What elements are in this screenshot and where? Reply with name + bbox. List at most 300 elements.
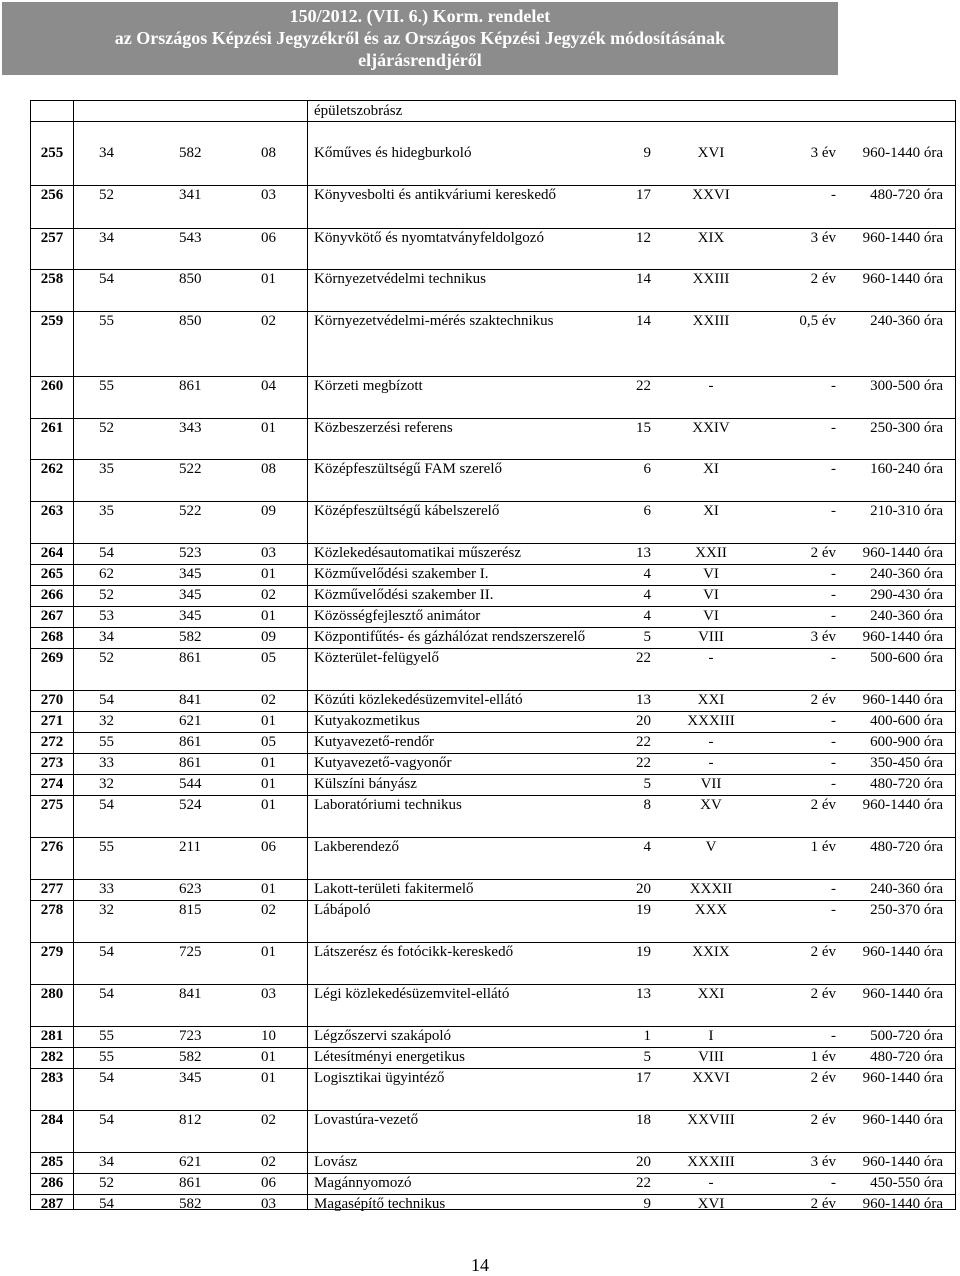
cell-c: 08 [261, 145, 276, 161]
cell-num: 268 [40, 629, 64, 645]
cell-hours: 960-1440 óra [862, 1112, 943, 1128]
cell-c: 01 [261, 271, 276, 287]
cell-hours: 160-240 óra [870, 461, 943, 477]
cell-name: Közlekedésautomatikai műszerész [314, 545, 521, 561]
header-line-3: eljárásrendjéről [358, 50, 482, 70]
cell-num: 287 [40, 1196, 64, 1212]
cell-duration: - [831, 461, 836, 477]
cell-b: 522 [179, 503, 202, 519]
cell-roman: XXII [695, 545, 727, 561]
cell-b: 543 [179, 230, 202, 246]
cell-c: 05 [261, 650, 276, 666]
cell-c: 01 [261, 944, 276, 960]
cell-a: 54 [99, 944, 114, 960]
cell-roman: XXX [694, 902, 728, 918]
cell-roman: - [708, 755, 714, 771]
cell-num: 281 [40, 1028, 64, 1044]
cell-num: 266 [40, 587, 64, 603]
table-row [31, 585, 955, 607]
cell-roman: XXI [697, 692, 725, 708]
cell-name: Közterület-felügyelő [314, 650, 439, 666]
cell-b: 621 [179, 713, 202, 729]
cell-a: 52 [99, 650, 114, 666]
cell-duration: 1 év [810, 839, 836, 855]
cell-name: Könyvesbolti és antikváriumi kereskedő [314, 187, 557, 203]
cell-name: Lakberendező [314, 839, 399, 855]
cell-level: 9 [643, 1196, 651, 1212]
cell-roman: XXIX [692, 944, 730, 960]
cell-a: 54 [99, 1070, 114, 1086]
cell-roman: XXI [697, 986, 725, 1002]
cell-level: 6 [643, 461, 651, 477]
cell-roman: XV [700, 797, 722, 813]
cell-b: 841 [179, 986, 202, 1002]
table-row [31, 648, 955, 691]
cell-num: 272 [40, 734, 64, 750]
cell-a: 55 [99, 1049, 114, 1065]
cell-name: Közbeszerzési referens [314, 420, 453, 436]
table-row [31, 606, 955, 628]
cell-level: 19 [636, 944, 651, 960]
cell-name: Középfeszültségű FAM szerelő [314, 461, 502, 477]
cell-c: 01 [261, 797, 276, 813]
cell-b: 345 [179, 566, 202, 582]
table-row [31, 1047, 955, 1069]
table-row [31, 228, 955, 270]
cell-level: 20 [636, 1154, 651, 1170]
cell-b: 861 [179, 734, 202, 750]
cell-hours: 240-360 óra [870, 313, 943, 329]
cell-b: 850 [179, 313, 202, 329]
cell-num: 257 [40, 230, 64, 246]
cell-duration: - [831, 713, 836, 729]
cell-b: 582 [179, 1196, 202, 1212]
table-row [31, 732, 955, 754]
table-row [31, 942, 955, 985]
cell-c: 03 [261, 187, 276, 203]
table-row [31, 837, 955, 880]
cell-a: 34 [99, 145, 114, 161]
cell-duration: - [831, 587, 836, 603]
cell-name: Kutyavezető-vagyonőr [314, 755, 452, 771]
table-row [31, 879, 955, 901]
cell-c: 02 [261, 1112, 276, 1128]
cell-hours: 480-720 óra [870, 776, 943, 792]
cell-roman: XVI [697, 1196, 725, 1212]
cell-a: 54 [99, 1196, 114, 1212]
cell-duration: 3 év [810, 629, 836, 645]
cell-c: 05 [261, 734, 276, 750]
cell-c: 03 [261, 1196, 276, 1212]
cell-c: 06 [261, 230, 276, 246]
table-row [31, 311, 955, 377]
cell-num: 280 [40, 986, 64, 1002]
cell-roman: V [705, 839, 717, 855]
cell-hours: 960-1440 óra [862, 944, 943, 960]
cell-duration: 3 év [810, 145, 836, 161]
cell-name: Közösségfejlesztő animátor [314, 608, 481, 624]
cell-level: 4 [643, 608, 651, 624]
table-row [31, 269, 955, 312]
table-row [31, 1068, 955, 1111]
cell-b: 341 [179, 187, 202, 203]
cell-level: 14 [636, 271, 651, 287]
cell-duration: - [831, 755, 836, 771]
table-row [31, 984, 955, 1027]
cell-num: 263 [40, 503, 64, 519]
cell-num: 275 [40, 797, 64, 813]
cell-a: 52 [99, 587, 114, 603]
cell-c: 09 [261, 503, 276, 519]
cell-name: Külszíni bányász [314, 776, 417, 792]
cell-name: Logisztikai ügyintéző [314, 1070, 445, 1086]
cell-b: 861 [179, 378, 202, 394]
cell-hours: 480-720 óra [870, 1049, 943, 1065]
cell-hours: 500-600 óra [870, 650, 943, 666]
cell-num: 273 [40, 755, 64, 771]
cell-roman: VIII [698, 1049, 724, 1065]
cell-duration: - [831, 734, 836, 750]
cell-a: 35 [99, 503, 114, 519]
cell-duration: 2 év [810, 986, 836, 1002]
cell-a: 55 [99, 734, 114, 750]
header-line-2: az Országos Képzési Jegyzékről és az Országos Képzési Jegyzék módosításának [114, 28, 726, 48]
cell-name: Körzeti megbízott [314, 378, 423, 394]
cell-roman: XVI [697, 145, 725, 161]
cell-roman: VI [703, 566, 719, 582]
cell-a: 55 [99, 378, 114, 394]
cell-c: 04 [261, 378, 276, 394]
cell-duration: 2 év [810, 797, 836, 813]
cell-name: Lábápoló [314, 902, 371, 918]
cell-num: 255 [40, 145, 64, 161]
cell-hours: 960-1440 óra [862, 629, 943, 645]
cell-level: 22 [636, 755, 651, 771]
cell-hours: 450-550 óra [870, 1175, 943, 1191]
table-row [31, 711, 955, 733]
cell-hours: 350-450 óra [870, 755, 943, 771]
cell-duration: 2 év [810, 1070, 836, 1086]
cell-a: 52 [99, 420, 114, 436]
cell-level: 5 [643, 776, 651, 792]
cell-name: Központifűtés- és gázhálózat rendszerszerelő [314, 629, 586, 645]
cell-level: 18 [636, 1112, 651, 1128]
cell-level: 13 [636, 545, 651, 561]
table-row [31, 418, 955, 460]
table-row-continuation [31, 101, 955, 122]
cell-b: 623 [179, 881, 202, 897]
cell-num: 269 [40, 650, 64, 666]
cell-c: 10 [261, 1028, 276, 1044]
cell-b: 523 [179, 545, 202, 561]
cell-a: 53 [99, 608, 114, 624]
cell-duration: - [831, 650, 836, 666]
cell-name: Magánnyomozó [314, 1175, 412, 1191]
cell-b: 850 [179, 271, 202, 287]
cell-hours: 240-360 óra [870, 881, 943, 897]
cell-b: 582 [179, 145, 202, 161]
cell-name: Kutyavezető-rendőr [314, 734, 434, 750]
cell-hours: 210-310 óra [870, 503, 943, 519]
cell-roman: - [708, 1175, 714, 1191]
cell-level: 13 [636, 692, 651, 708]
cell-hours: 290-430 óra [870, 587, 943, 603]
cell-a: 54 [99, 271, 114, 287]
cell-duration: - [831, 881, 836, 897]
table-row [31, 376, 955, 419]
cell-name: Légzőszervi szakápoló [314, 1028, 452, 1044]
cell-roman: XXXII [689, 881, 733, 897]
table-row [31, 185, 955, 229]
cell-hours: 960-1440 óra [862, 230, 943, 246]
cell-roman: XXVI [692, 187, 730, 203]
cell-a: 54 [99, 1112, 114, 1128]
cell-num: 267 [40, 608, 64, 624]
cell-name: Környezetvédelmi-mérés szaktechnikus [314, 313, 554, 329]
cell-b: 861 [179, 650, 202, 666]
cell-num: 265 [40, 566, 64, 582]
cell-level: 4 [643, 566, 651, 582]
cell-name: Légi közlekedésüzemvitel-ellátó [314, 986, 510, 1002]
table-row [31, 1194, 955, 1215]
cell-roman: XXIII [692, 313, 730, 329]
table-row [31, 1110, 955, 1153]
cell-hours: 240-360 óra [870, 608, 943, 624]
cell-c: 01 [261, 713, 276, 729]
cell-duration: 2 év [810, 271, 836, 287]
cell-a: 55 [99, 839, 114, 855]
cell-level: 22 [636, 1175, 651, 1191]
cell-hours: 250-300 óra [870, 420, 943, 436]
cell-c: 08 [261, 461, 276, 477]
cell-duration: 2 év [810, 692, 836, 708]
cell-c: 06 [261, 1175, 276, 1191]
continuation-text: épületszobrász [314, 103, 403, 119]
cell-a: 54 [99, 692, 114, 708]
cell-a: 55 [99, 313, 114, 329]
cell-hours: 480-720 óra [870, 839, 943, 855]
cell-level: 8 [643, 797, 651, 813]
cell-hours: 960-1440 óra [862, 1196, 943, 1212]
cell-duration: 3 év [810, 1154, 836, 1170]
cell-duration: 3 év [810, 230, 836, 246]
cell-level: 20 [636, 881, 651, 897]
column-divider [73, 101, 74, 1209]
cell-level: 17 [636, 1070, 651, 1086]
cell-b: 861 [179, 755, 202, 771]
cell-a: 35 [99, 461, 114, 477]
cell-b: 343 [179, 420, 202, 436]
cell-num: 282 [40, 1049, 64, 1065]
cell-duration: 2 év [810, 545, 836, 561]
cell-a: 32 [99, 776, 114, 792]
cell-duration: 2 év [810, 944, 836, 960]
cell-num: 262 [40, 461, 64, 477]
cell-hours: 960-1440 óra [862, 692, 943, 708]
table-row [31, 795, 955, 838]
cell-hours: 960-1440 óra [862, 271, 943, 287]
column-divider [307, 101, 308, 1209]
cell-c: 02 [261, 692, 276, 708]
cell-num: 258 [40, 271, 64, 287]
cell-duration: 2 év [810, 1112, 836, 1128]
cell-duration: - [831, 503, 836, 519]
cell-hours: 960-1440 óra [862, 545, 943, 561]
cell-hours: 400-600 óra [870, 713, 943, 729]
cell-name: Könyvkötő és nyomtatványfeldolgozó [314, 230, 544, 246]
cell-num: 264 [40, 545, 64, 561]
cell-hours: 250-370 óra [870, 902, 943, 918]
cell-c: 01 [261, 776, 276, 792]
cell-duration: - [831, 187, 836, 203]
cell-c: 06 [261, 839, 276, 855]
cell-b: 211 [179, 839, 201, 855]
cell-a: 62 [99, 566, 114, 582]
cell-num: 261 [40, 420, 64, 436]
cell-hours: 960-1440 óra [862, 986, 943, 1002]
table-row [31, 1173, 955, 1195]
cell-a: 33 [99, 755, 114, 771]
cell-roman: XXVIII [687, 1112, 735, 1128]
cell-duration: - [831, 608, 836, 624]
cell-roman: VIII [698, 629, 724, 645]
cell-name: Látszerész és fotócikk-kereskedő [314, 944, 514, 960]
cell-hours: 960-1440 óra [862, 145, 943, 161]
cell-num: 259 [40, 313, 64, 329]
cell-c: 02 [261, 313, 276, 329]
cell-a: 32 [99, 902, 114, 918]
cell-num: 285 [40, 1154, 64, 1170]
cell-roman: I [708, 1028, 714, 1044]
cell-name: Közművelődési szakember II. [314, 587, 494, 603]
cell-a: 52 [99, 1175, 114, 1191]
cell-a: 33 [99, 881, 114, 897]
cell-name: Lovastúra-vezető [314, 1112, 419, 1128]
cell-hours: 960-1440 óra [862, 1154, 943, 1170]
table-row [31, 900, 955, 943]
cell-b: 815 [179, 902, 202, 918]
cell-hours: 240-360 óra [870, 566, 943, 582]
cell-num: 276 [40, 839, 64, 855]
cell-a: 52 [99, 187, 114, 203]
cell-level: 19 [636, 902, 651, 918]
cell-a: 54 [99, 545, 114, 561]
cell-level: 4 [643, 587, 651, 603]
cell-duration: - [831, 420, 836, 436]
cell-c: 01 [261, 755, 276, 771]
cell-c: 01 [261, 420, 276, 436]
qualification-table [30, 100, 956, 1210]
table-row [31, 1152, 955, 1174]
table-row [31, 1026, 955, 1048]
cell-c: 02 [261, 902, 276, 918]
cell-level: 20 [636, 713, 651, 729]
cell-a: 34 [99, 230, 114, 246]
cell-name: Kutyakozmetikus [314, 713, 420, 729]
cell-roman: XXIII [692, 271, 730, 287]
cell-duration: - [831, 1028, 836, 1044]
cell-a: 32 [99, 713, 114, 729]
cell-level: 1 [643, 1028, 651, 1044]
cell-num: 286 [40, 1175, 64, 1191]
cell-roman: VI [703, 587, 719, 603]
cell-level: 15 [636, 420, 651, 436]
cell-name: Lakott-területi fakitermelő [314, 881, 474, 897]
cell-c: 01 [261, 881, 276, 897]
table-row [31, 690, 955, 712]
cell-name: Kőműves és hidegburkoló [314, 145, 472, 161]
cell-b: 524 [179, 797, 202, 813]
cell-level: 22 [636, 734, 651, 750]
cell-a: 34 [99, 1154, 114, 1170]
cell-b: 812 [179, 1112, 202, 1128]
cell-name: Környezetvédelmi technikus [314, 271, 487, 287]
cell-roman: - [708, 378, 714, 394]
cell-level: 5 [643, 1049, 651, 1065]
table-row [31, 459, 955, 502]
table-row [31, 774, 955, 796]
cell-num: 277 [40, 881, 64, 897]
cell-b: 544 [179, 776, 202, 792]
table-row [31, 564, 955, 586]
cell-roman: XIX [697, 230, 725, 246]
cell-hours: 300-500 óra [870, 378, 943, 394]
cell-num: 278 [40, 902, 64, 918]
table-row [31, 627, 955, 649]
cell-b: 582 [179, 629, 202, 645]
cell-name: Létesítményi energetikus [314, 1049, 465, 1065]
cell-roman: - [708, 650, 714, 666]
table-row [31, 543, 955, 565]
cell-c: 03 [261, 545, 276, 561]
cell-roman: XI [703, 503, 719, 519]
cell-roman: XXXIII [687, 713, 735, 729]
cell-hours: 480-720 óra [870, 187, 943, 203]
cell-b: 345 [179, 587, 202, 603]
cell-c: 01 [261, 566, 276, 582]
cell-name: Közúti közlekedésüzemvitel-ellátó [314, 692, 523, 708]
cell-a: 55 [99, 1028, 114, 1044]
cell-hours: 960-1440 óra [862, 797, 943, 813]
cell-c: 02 [261, 1154, 276, 1170]
cell-b: 522 [179, 461, 202, 477]
cell-num: 274 [40, 776, 64, 792]
cell-name: Laboratóriumi technikus [314, 797, 462, 813]
cell-duration: - [831, 1175, 836, 1191]
cell-hours: 960-1440 óra [862, 1070, 943, 1086]
cell-hours: 500-720 óra [870, 1028, 943, 1044]
cell-b: 725 [179, 944, 202, 960]
cell-roman: XXXIII [687, 1154, 735, 1170]
cell-c: 01 [261, 1049, 276, 1065]
cell-roman: VII [700, 776, 722, 792]
cell-num: 279 [40, 944, 64, 960]
cell-a: 54 [99, 986, 114, 1002]
cell-level: 5 [643, 629, 651, 645]
cell-c: 03 [261, 986, 276, 1002]
cell-duration: - [831, 378, 836, 394]
table-row [31, 143, 955, 186]
cell-c: 02 [261, 587, 276, 603]
cell-b: 582 [179, 1049, 202, 1065]
cell-roman: XI [703, 461, 719, 477]
cell-level: 17 [636, 187, 651, 203]
cell-c: 01 [261, 608, 276, 624]
cell-b: 621 [179, 1154, 202, 1170]
cell-level: 4 [643, 839, 651, 855]
cell-duration: - [831, 902, 836, 918]
cell-c: 01 [261, 1070, 276, 1086]
